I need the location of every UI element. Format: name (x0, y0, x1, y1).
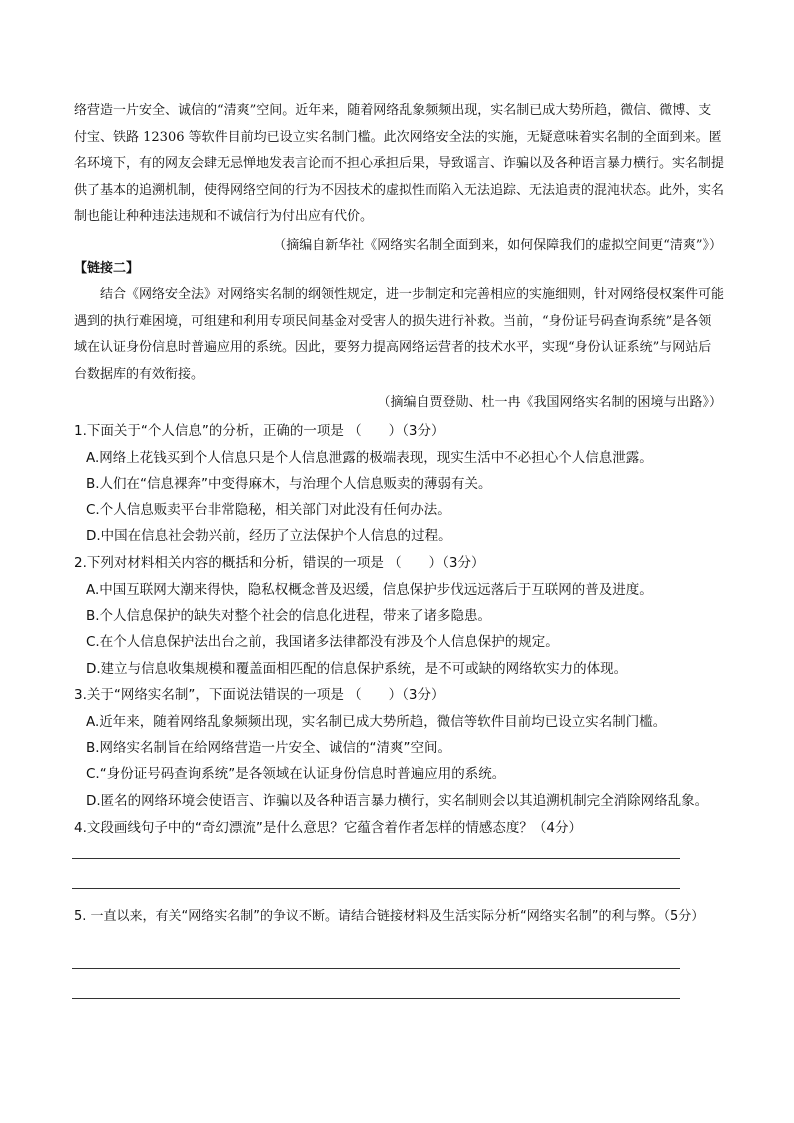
question-5 (74, 905, 734, 929)
question-3-option-b: B.网络实名制旨在给网络营造一片安全、诚信的“清爽”空间。 (86, 740, 452, 756)
answer-line[interactable] (72, 998, 680, 999)
question-2-option-a: A.中国互联网大潮来得快，隐私权概念普及迟缓，信息保护步伐远远落后于互联网的普及进度。 (86, 582, 653, 598)
question-5-stem: 5. 一直以来，有关“网络实名制”的争议不断。请结合链接材料及生活实际分析“网络实名制”的利与弊。（5分） (74, 909, 705, 924)
question-3 (74, 685, 734, 705)
question-1 (74, 421, 734, 441)
question-3-option-d: D.匿名的网络环境会使语言、诈骗以及各种语言暴力横行，实名制则会以其追溯机制完全消除网络乱象。 (86, 793, 709, 809)
answer-line[interactable] (72, 968, 680, 969)
question-3-option-a: A.近年来，随着网络乱象频频出现，实名制已成大势所趋，微信等软件目前均已设立实名制门槛。 (86, 714, 667, 730)
material1-paragraph: 络营造一片安全、诚信的“清爽”空间。近年来，随着网络乱象频频出现，实名制已成大势所趋，微信、微博、支付宝、铁路 12306 等软件目前均已设立实名制门槛。此次网络安全法的实施，无疑意味着实名制的全面到来。匿名环境下，有的网友会肆无忌惮地发表言论而不担心承担后果，导致谣言、诈骗以及各种语言暴力横行。实名制提供了基本的追溯机制，使得网络空间的行为不因技术的虚拟性而陷入无法追踪、无法追责的混沌状态。此外，实名制也能让种种违法违规和不诚信行为付出应有代价。 (74, 103, 725, 224)
question-3-option-c: C.“身份证号码查询系统”是各领域在认证身份信息时普遍应用的系统。 (86, 766, 506, 782)
answer-line[interactable] (72, 888, 680, 889)
question-2-option-d: D.建立与信息收集规模和覆盖面相匹配的信息保护系统，是不可或缺的网络软实力的体现。 (86, 661, 628, 677)
question-4 (74, 818, 734, 838)
question-1-option-a: A.网络上花钱买到个人信息只是个人信息泄露的极端表现，现实生活中不必担心个人信息泄露。 (86, 450, 653, 466)
link2-paragraph: 结合《网络安全法》对网络实名制的纲领性规定，进一步制定和完善相应的实施细则，针对网络侵权案件可能遇到的执行难困境，可组建和利用专项民间基金对受害人的损失进行补救。当前，“身份证号码查询系统”是各领域在认证身份信息时普遍应用的系统。因此，要努力提高网络运营者的技术水平，实现“身份认证系统”与网站后台数据库的有效衔接。 (74, 287, 725, 382)
question-1-option-d: D.中国在信息社会勃兴前，经历了立法保护个人信息的过程。 (86, 528, 452, 544)
question-1-option-c: C.个人信息贩卖平台非常隐秘，相关部门对此没有任何办法。 (86, 502, 451, 518)
question-1-stem: 1.下面关于“个人信息”的分析，正确的一项是 （ ）（3分） (74, 423, 445, 439)
question-2-option-c: C.在个人信息保护法出台之前，我国诸多法律都没有涉及个人信息保护的规定。 (86, 634, 559, 650)
link2-citation: （摘编自贾登勋、杜一冉《我国网络实名制的困境与出路》） (377, 395, 722, 410)
question-2 (74, 553, 734, 573)
question-3-stem: 3.关于“网络实名制”，下面说法错误的一项是 （ ）（3分） (74, 687, 445, 703)
material1-citation: （摘编自新华社《网络实名制全面到来，如何保障我们的虚拟空间更“清爽”》） (273, 238, 722, 253)
question-2-option-b: B.个人信息保护的缺失对整个社会的信息化进程，带来了诸多隐患。 (86, 608, 492, 624)
question-2-stem: 2.下列对材料相关内容的概括和分析，错误的一项是 （ ）（3分） (74, 555, 485, 571)
answer-line[interactable] (72, 858, 680, 859)
question-4-stem: 4.文段画线句子中的“奇幻漂流”是什么意思？它蕴含着作者怎样的情感态度？（4分） (74, 820, 582, 836)
link2-heading: 【链接二】 (74, 261, 140, 276)
question-1-option-b: B.人们在“信息裸奔”中变得麻木，与治理个人信息贩卖的薄弱有关。 (86, 476, 492, 492)
